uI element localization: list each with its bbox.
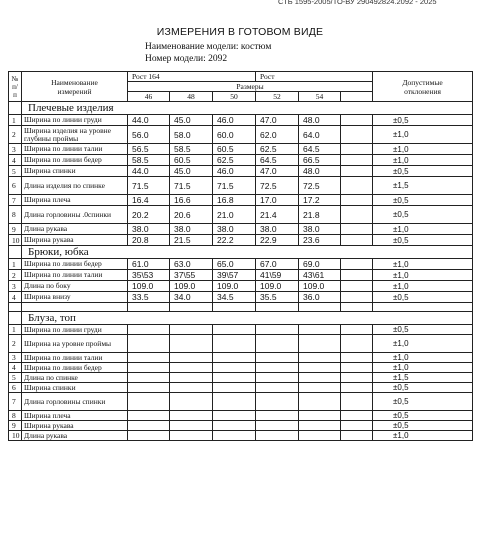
row-number: 3 xyxy=(9,353,22,363)
measurement-value xyxy=(170,373,213,383)
measurement-value xyxy=(170,431,213,441)
empty-cell xyxy=(341,431,373,441)
measurement-value: 60.0 xyxy=(213,126,256,144)
measurement-value: 60.5 xyxy=(213,144,256,155)
table-row xyxy=(9,224,473,235)
empty-cell xyxy=(341,177,373,195)
row-number: 5 xyxy=(9,373,22,383)
section-title: Блуза, топ xyxy=(22,312,473,325)
measurement-value: 62.0 xyxy=(256,126,299,144)
table-row xyxy=(9,177,473,195)
tolerance-value: ±1,0 xyxy=(373,126,473,144)
measurement-value: 62.5 xyxy=(213,155,256,166)
tolerance-value: ±1,0 xyxy=(373,144,473,155)
measurement-value: 109.0 xyxy=(213,281,256,292)
row-number: 7 xyxy=(9,393,22,411)
table-row xyxy=(9,259,473,270)
table-row xyxy=(9,292,473,303)
measurement-value: 56.5 xyxy=(128,144,170,155)
measurement-value: 20.2 xyxy=(128,206,170,224)
tolerance-value: ±0,5 xyxy=(373,235,473,246)
section-row xyxy=(9,246,473,259)
model-name: Наименование модели: костюм xyxy=(145,42,272,52)
measurement-value: 109.0 xyxy=(128,281,170,292)
row-number: 3 xyxy=(9,144,22,155)
measurements-table xyxy=(8,71,473,441)
measurement-value xyxy=(299,421,341,431)
measurement-value: 58.5 xyxy=(128,155,170,166)
measurement-value xyxy=(299,431,341,441)
empty-cell xyxy=(341,353,373,363)
measurement-name: Ширина внизу xyxy=(22,292,128,303)
empty-cell xyxy=(341,325,373,335)
measurement-value xyxy=(299,335,341,353)
measurement-name: Ширина плеча xyxy=(22,195,128,206)
measurement-name: Длина горловины спинки xyxy=(22,393,128,411)
row-number: 5 xyxy=(9,166,22,177)
tolerance-value: ±1,0 xyxy=(373,363,473,373)
measurement-value: 46.0 xyxy=(213,166,256,177)
size-header-46: 46 xyxy=(128,92,170,102)
measurement-value: 39\57 xyxy=(213,270,256,281)
blank-cell xyxy=(373,303,473,312)
measurement-value: 64.5 xyxy=(256,155,299,166)
measurement-value: 34.5 xyxy=(213,292,256,303)
column-number-header: № п/ п xyxy=(9,72,22,102)
measurement-value: 38.0 xyxy=(213,224,256,235)
measurement-value: 109.0 xyxy=(299,281,341,292)
measurement-value xyxy=(170,421,213,431)
row-number: 4 xyxy=(9,363,22,373)
table-row xyxy=(9,206,473,224)
page-title: ИЗМЕРЕНИЯ В ГОТОВОМ ВИДЕ xyxy=(156,26,324,38)
measurement-value: 67.0 xyxy=(256,259,299,270)
measurement-value: 22.2 xyxy=(213,235,256,246)
measurement-value xyxy=(170,353,213,363)
empty-cell xyxy=(341,335,373,353)
measurement-value xyxy=(256,383,299,393)
measurement-value xyxy=(256,373,299,383)
measurement-value: 38.0 xyxy=(256,224,299,235)
measurement-name: Ширина рукава xyxy=(22,235,128,246)
empty-cell xyxy=(341,281,373,292)
empty-cell xyxy=(341,126,373,144)
blank-cell xyxy=(9,303,22,312)
tolerance-value: ±0,5 xyxy=(373,292,473,303)
section-title: Брюки, юбка xyxy=(22,246,473,259)
tolerance-value: ±0,5 xyxy=(373,411,473,421)
measurement-value xyxy=(213,373,256,383)
measurement-value: 20.8 xyxy=(128,235,170,246)
empty-cell xyxy=(341,115,373,126)
measurement-value xyxy=(128,353,170,363)
blank-row xyxy=(9,303,473,312)
measurement-value: 48.0 xyxy=(299,166,341,177)
row-number: 4 xyxy=(9,155,22,166)
row-number: 7 xyxy=(9,195,22,206)
measurement-value xyxy=(128,363,170,373)
measurement-value xyxy=(170,383,213,393)
measurement-value xyxy=(256,411,299,421)
row-number: 4 xyxy=(9,292,22,303)
model-number: Номер модели: 2092 xyxy=(145,54,228,64)
tolerance-value: ±1,0 xyxy=(373,155,473,166)
measurement-value: 23.6 xyxy=(299,235,341,246)
measurement-value: 44.0 xyxy=(128,115,170,126)
table-row xyxy=(9,353,473,363)
measurement-value: 47.0 xyxy=(256,115,299,126)
measurement-value xyxy=(256,363,299,373)
table-row xyxy=(9,335,473,353)
measurement-name: Ширина по линии талии xyxy=(22,144,128,155)
measurement-value: 109.0 xyxy=(170,281,213,292)
column-name-header: Наименование измерений xyxy=(22,72,128,102)
measurement-value: 43\61 xyxy=(299,270,341,281)
tolerance-value: ±1,5 xyxy=(373,177,473,195)
empty-cell xyxy=(341,224,373,235)
table-row xyxy=(9,126,473,144)
empty-cell xyxy=(341,411,373,421)
measurement-value xyxy=(299,393,341,411)
measurement-name: Длина по спинке xyxy=(22,373,128,383)
measurement-value xyxy=(213,393,256,411)
measurement-value xyxy=(299,325,341,335)
measurement-value xyxy=(299,353,341,363)
measurement-name: Длина изделия по спинке xyxy=(22,177,128,195)
blank-cell xyxy=(341,303,373,312)
empty-cell xyxy=(341,421,373,431)
measurement-value xyxy=(128,393,170,411)
measurement-value xyxy=(256,353,299,363)
measurement-value xyxy=(213,411,256,421)
measurement-value: 21.0 xyxy=(213,206,256,224)
measurement-value xyxy=(170,335,213,353)
measurement-value xyxy=(128,373,170,383)
tolerance-value: ±1,0 xyxy=(373,224,473,235)
measurement-value: 71.5 xyxy=(170,177,213,195)
blank-cell xyxy=(299,303,341,312)
tolerance-header: Допустимые отклонения xyxy=(373,72,473,102)
measurement-value xyxy=(256,393,299,411)
tolerance-value: ±1,5 xyxy=(373,373,473,383)
tolerance-value: ±0,5 xyxy=(373,206,473,224)
measurement-value xyxy=(213,383,256,393)
measurement-value xyxy=(299,363,341,373)
tolerance-value: ±0,5 xyxy=(373,195,473,206)
measurement-value: 65.0 xyxy=(213,259,256,270)
measurement-name: Длина рукава xyxy=(22,224,128,235)
size-header-52: 52 xyxy=(256,92,299,102)
table-row xyxy=(9,195,473,206)
empty-cell xyxy=(341,206,373,224)
section-title: Плечевые изделия xyxy=(22,102,473,115)
measurement-value xyxy=(256,325,299,335)
measurement-name: Ширина на уровне проймы xyxy=(22,335,128,353)
tolerance-value: ±1,0 xyxy=(373,270,473,281)
tolerance-value: ±0,5 xyxy=(373,383,473,393)
standard-code: СТБ 1595-2005/ТО-ВУ 290492824.2092 - 2025 xyxy=(278,0,437,6)
section-row xyxy=(9,312,473,325)
empty-cell xyxy=(341,144,373,155)
measurement-value xyxy=(299,383,341,393)
table-row xyxy=(9,166,473,177)
measurement-value xyxy=(128,431,170,441)
row-number: 1 xyxy=(9,115,22,126)
size-header-empty xyxy=(341,92,373,102)
measurement-value xyxy=(213,421,256,431)
row-number: 2 xyxy=(9,335,22,353)
measurement-name: Ширина спинки xyxy=(22,383,128,393)
section-row xyxy=(9,102,473,115)
measurement-value: 58.0 xyxy=(170,126,213,144)
measurement-value: 66.5 xyxy=(299,155,341,166)
measurement-value: 71.5 xyxy=(128,177,170,195)
measurement-value: 72.5 xyxy=(256,177,299,195)
table-row xyxy=(9,270,473,281)
row-number: 10 xyxy=(9,431,22,441)
blank-cell xyxy=(128,303,170,312)
size-header-50: 50 xyxy=(213,92,256,102)
table-row xyxy=(9,155,473,166)
section-num-cell xyxy=(9,102,22,115)
table-row xyxy=(9,431,473,441)
empty-cell xyxy=(341,373,373,383)
measurement-value xyxy=(170,363,213,373)
section-num-cell xyxy=(9,312,22,325)
measurement-name: Ширина по линии талии xyxy=(22,353,128,363)
measurement-value: 38.0 xyxy=(128,224,170,235)
measurement-value xyxy=(213,353,256,363)
measurement-value xyxy=(213,325,256,335)
size-header-48: 48 xyxy=(170,92,213,102)
blank-cell xyxy=(213,303,256,312)
measurement-value xyxy=(213,431,256,441)
measurement-value: 35.5 xyxy=(256,292,299,303)
measurement-value xyxy=(256,421,299,431)
tolerance-value: ±1,0 xyxy=(373,353,473,363)
measurement-value xyxy=(170,325,213,335)
measurement-value: 46.0 xyxy=(213,115,256,126)
height-label-right: Рост xyxy=(256,72,373,82)
measurement-value: 21.4 xyxy=(256,206,299,224)
measurement-value: 35\53 xyxy=(128,270,170,281)
table-row xyxy=(9,325,473,335)
measurement-value: 33.5 xyxy=(128,292,170,303)
measurement-value xyxy=(128,421,170,431)
measurement-value: 17.2 xyxy=(299,195,341,206)
measurement-value xyxy=(128,411,170,421)
row-number: 6 xyxy=(9,177,22,195)
tolerance-value: ±0,5 xyxy=(373,115,473,126)
measurement-name: Ширина рукава xyxy=(22,421,128,431)
empty-cell xyxy=(341,259,373,270)
measurement-value: 60.5 xyxy=(170,155,213,166)
measurement-value: 109.0 xyxy=(256,281,299,292)
measurement-value: 71.5 xyxy=(213,177,256,195)
measurement-value: 38.0 xyxy=(299,224,341,235)
measurement-name: Ширина плеча xyxy=(22,411,128,421)
measurement-name: Ширина по линии бедер xyxy=(22,155,128,166)
tolerance-value: ±1,0 xyxy=(373,431,473,441)
measurement-name: Ширина изделия на уровне глубины проймы xyxy=(22,126,128,144)
row-number: 6 xyxy=(9,383,22,393)
measurement-value: 45.0 xyxy=(170,115,213,126)
empty-cell xyxy=(341,292,373,303)
row-number: 2 xyxy=(9,270,22,281)
measurement-value: 69.0 xyxy=(299,259,341,270)
measurement-value: 16.4 xyxy=(128,195,170,206)
tolerance-value: ±0,5 xyxy=(373,325,473,335)
measurement-value xyxy=(170,393,213,411)
measurement-name: Ширина по линии груди xyxy=(22,325,128,335)
row-number: 8 xyxy=(9,206,22,224)
height-label-left: Рост 164 xyxy=(128,72,256,82)
measurement-value: 44.0 xyxy=(128,166,170,177)
measurement-value: 34.0 xyxy=(170,292,213,303)
measurement-value: 16.8 xyxy=(213,195,256,206)
measurement-value: 36.0 xyxy=(299,292,341,303)
empty-cell xyxy=(341,155,373,166)
empty-cell xyxy=(341,393,373,411)
measurement-value: 41\59 xyxy=(256,270,299,281)
table-row xyxy=(9,281,473,292)
measurement-value: 62.5 xyxy=(256,144,299,155)
row-number: 2 xyxy=(9,126,22,144)
tolerance-value: ±0,5 xyxy=(373,421,473,431)
measurement-name: Длина по боку xyxy=(22,281,128,292)
measurement-value xyxy=(299,411,341,421)
measurement-name: Ширина по линии груди xyxy=(22,115,128,126)
row-number: 1 xyxy=(9,325,22,335)
table-row xyxy=(9,383,473,393)
sizes-header: Размеры xyxy=(128,82,373,92)
table-row xyxy=(9,393,473,411)
row-number: 10 xyxy=(9,235,22,246)
measurement-value: 58.5 xyxy=(170,144,213,155)
empty-cell xyxy=(341,363,373,373)
empty-cell xyxy=(341,195,373,206)
measurement-name: Длина рукава xyxy=(22,431,128,441)
blank-cell xyxy=(170,303,213,312)
measurement-value: 47.0 xyxy=(256,166,299,177)
empty-cell xyxy=(341,235,373,246)
measurement-value: 37\55 xyxy=(170,270,213,281)
blank-cell xyxy=(256,303,299,312)
table-row xyxy=(9,115,473,126)
measurement-value: 45.0 xyxy=(170,166,213,177)
tolerance-value: ±1,0 xyxy=(373,259,473,270)
measurement-name: Длина горловины .0спинки xyxy=(22,206,128,224)
empty-cell xyxy=(341,270,373,281)
measurement-value xyxy=(128,383,170,393)
table-row xyxy=(9,421,473,431)
row-number: 1 xyxy=(9,259,22,270)
measurement-value: 72.5 xyxy=(299,177,341,195)
measurement-value: 48.0 xyxy=(299,115,341,126)
measurement-value xyxy=(170,411,213,421)
measurement-value xyxy=(299,373,341,383)
table-row xyxy=(9,363,473,373)
tolerance-value: ±0,5 xyxy=(373,166,473,177)
measurement-value xyxy=(256,335,299,353)
measurement-value: 21.8 xyxy=(299,206,341,224)
measurement-value: 61.0 xyxy=(128,259,170,270)
measurement-value xyxy=(128,335,170,353)
row-number: 9 xyxy=(9,224,22,235)
measurement-name: Ширина по линии бедер xyxy=(22,363,128,373)
tolerance-value: ±1,0 xyxy=(373,335,473,353)
table-row xyxy=(9,144,473,155)
tolerance-value: ±0,5 xyxy=(373,393,473,411)
measurement-value xyxy=(128,325,170,335)
measurement-value: 38.0 xyxy=(170,224,213,235)
measurement-value: 20.6 xyxy=(170,206,213,224)
section-num-cell xyxy=(9,246,22,259)
measurement-value: 64.5 xyxy=(299,144,341,155)
row-number: 3 xyxy=(9,281,22,292)
measurement-value: 64.0 xyxy=(299,126,341,144)
measurement-value: 17.0 xyxy=(256,195,299,206)
size-header-54: 54 xyxy=(299,92,341,102)
measurement-value: 22.9 xyxy=(256,235,299,246)
empty-cell xyxy=(341,383,373,393)
measurement-value: 56.0 xyxy=(128,126,170,144)
measurement-value xyxy=(213,335,256,353)
table-row xyxy=(9,373,473,383)
empty-cell xyxy=(341,166,373,177)
measurement-value: 16.6 xyxy=(170,195,213,206)
measurement-name: Ширина спинки xyxy=(22,166,128,177)
row-number: 8 xyxy=(9,411,22,421)
blank-cell xyxy=(22,303,128,312)
tolerance-value: ±1,0 xyxy=(373,281,473,292)
measurement-name: Ширина по линии бедер xyxy=(22,259,128,270)
measurement-value: 63.0 xyxy=(170,259,213,270)
table-row xyxy=(9,235,473,246)
measurement-name: Ширина по линии талии xyxy=(22,270,128,281)
row-number: 9 xyxy=(9,421,22,431)
table-row xyxy=(9,411,473,421)
measurement-value: 21.5 xyxy=(170,235,213,246)
measurement-value xyxy=(213,363,256,373)
measurement-value xyxy=(256,431,299,441)
